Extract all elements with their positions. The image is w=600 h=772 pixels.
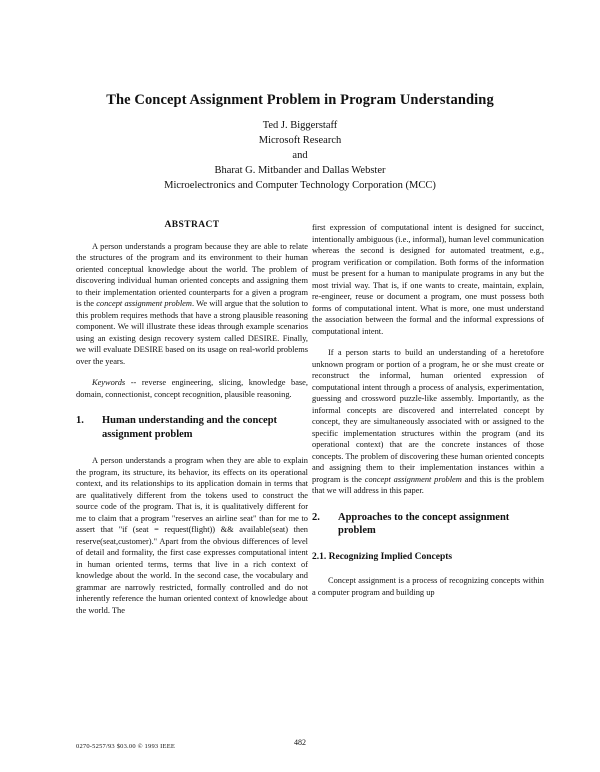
author-block <box>0 118 600 193</box>
body-text: and this is the problem that we will address in this paper. <box>312 474 544 495</box>
abstract-emphasis: concept assignment problem <box>96 299 192 308</box>
body-paragraph: A person understands a program when they are able to explain the program, its structure, its behavior, its effects on its operational context, and its relationships to its application domain in terms that are qualitatively different from the tokens used to construct the source code of the program. That is, it is qualitatively different for me to claim that a program "reserves an airline seat" than for me to assert that "if (seat = request(flight)) && available(seat) then reserve(seat,customer)." Apart from the obvious differences of level of detail and formality, the first case expresses computational intent in human oriented terms, terms that live in a rich context of knowledge about the world. In the second case, the vocabulary and grammar are narrowly restricted, formally controlled and do not inherently reference the human oriented context of knowledge about the world. The <box>76 456 308 615</box>
copyright-notice: 0270-5257/93 $03.00 © 1993 IEEE <box>76 743 176 750</box>
section-heading <box>312 511 544 538</box>
section-title: Human understanding and the concept assignment problem <box>102 415 278 440</box>
author-affiliation: Microsoft Research <box>258 135 342 146</box>
keywords-paragraph <box>76 377 308 400</box>
abstract-text: . We will argue that the solution to this problem requires methods that have a strong plausible reasoning component. We will illustrate these ideas through example scenarios using an existing design recovery system called DESIRE. Finally, we will evaluate DESIRE based on its usage on real-world problems over the years. <box>76 299 308 366</box>
section-number: 1. <box>76 415 84 426</box>
body-paragraph: Concept assignment is a process of recognizing concepts within a computer program and building up <box>312 576 544 597</box>
paper-title: The Concept Assignment Problem in Program Understanding <box>106 92 494 108</box>
keywords-text: -- reverse engineering, slicing, knowledge base, domain, connectionist, concept recognition, plausible reasoning. <box>76 378 308 399</box>
abstract-paragraph <box>76 241 308 368</box>
keywords-label: Keywords <box>92 378 126 387</box>
author-conjunction: and <box>292 150 308 161</box>
section-heading <box>76 414 308 441</box>
body-paragraph: first expression of computational intent is designed for succinct, intentionally ambiguous (i.e., informal), human level communication whereas the second is designed for automated treatment, e.g., program verification or compilation. Both forms of the information must be present for a human to manipulate programs in any but the most trivial way. That is, if one wants to create, maintain, explain, re-engineer, reuse or document a program, one must possess both forms of computational intent. What is more, one must understand the association between the formal and the informal expressions of computational intent. <box>312 223 544 336</box>
body-text: If a person starts to build an understanding of a heretofore unknown program or portion of a program, he or she must create or reconstruct the informal, human oriented expression of computational intent through a process of analysis, experimentation, guessing and crossword puzzle-like assembly. Importantly, as the informal concepts are discovered and interrelated concept by concept, they are simultaneously associated with or assigned to the specific implementation structures within the program (and its operational context) that are the concrete instances of those concepts. The problem of discovering these human oriented concepts and assigning them to their implementation instances within a program is the <box>312 348 544 484</box>
body-emphasis: concept assignment problem <box>364 474 462 484</box>
page-number: 482 <box>294 738 306 747</box>
author-name: Ted J. Biggerstaff <box>262 120 338 131</box>
subsection-heading: 2.1. Recognizing Implied Concepts <box>312 551 453 562</box>
body-paragraph <box>312 347 544 497</box>
right-column <box>312 222 544 608</box>
left-column <box>76 220 308 626</box>
section-number: 2. <box>312 511 320 523</box>
author-names: Bharat G. Mitbander and Dallas Webster <box>214 165 386 176</box>
section-title: Approaches to the concept assignment problem <box>338 511 510 536</box>
author-affiliation: Microelectronics and Computer Technology Corporation (MCC) <box>164 180 436 191</box>
abstract-heading: ABSTRACT <box>164 220 220 230</box>
abstract-text: A person understands a program because they are able to relate the structures of the program and its environment to their human oriented conceptual knowledge about the world. The problem of discovering individual human oriented concepts and assigning them to their implementation oriented counterparts for a given a program is the <box>76 241 308 308</box>
